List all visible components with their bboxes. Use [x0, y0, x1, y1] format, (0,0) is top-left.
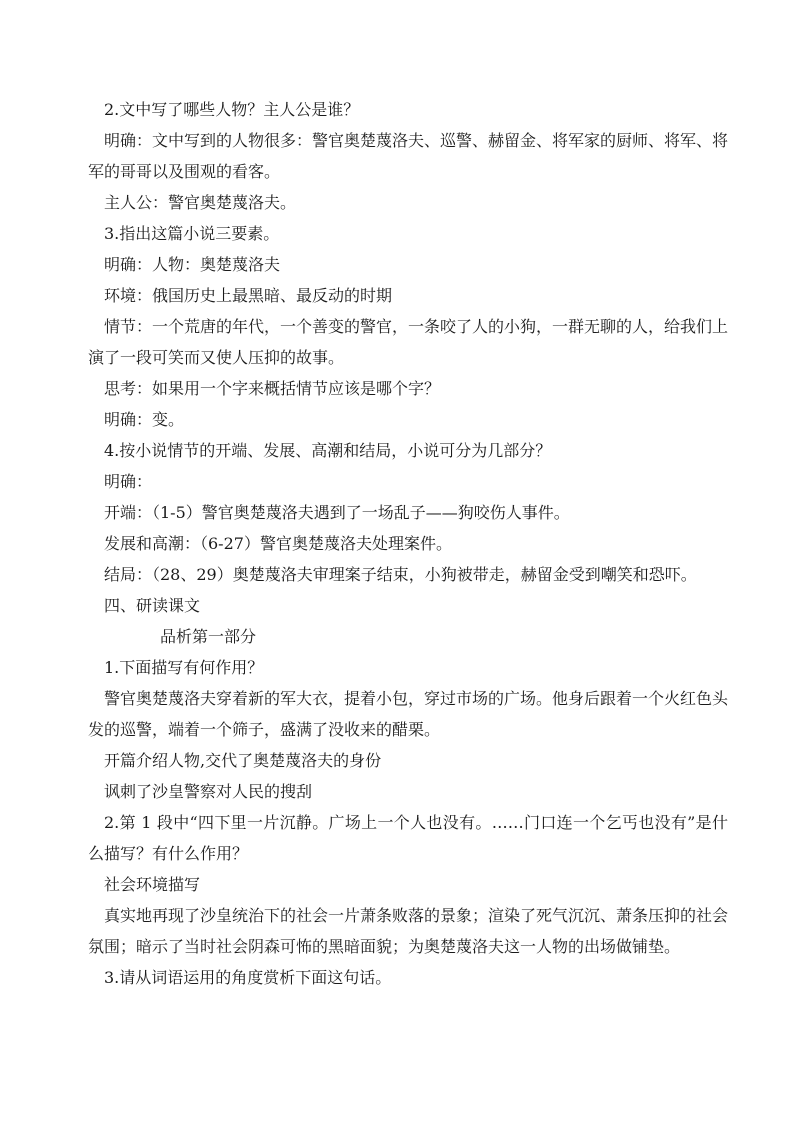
plot-start: 开端：（1-5）警官奥楚蔑洛夫遇到了一场乱子——狗咬伤人事件。	[104, 503, 570, 522]
part-1-question-2-explanation-line-2: 氛围；暗示了当时社会阴森可怖的黑暗面貌；为奥楚蔑洛夫这一人物的出场做铺垫。	[88, 937, 681, 956]
plot-development: 发展和高潮：（6-27）警官奥楚蔑洛夫处理案件。	[104, 534, 452, 553]
part-1-question-2-answer: 社会环境描写	[104, 875, 201, 894]
part-1-question-1-answer-1: 开篇介绍人物,交代了奥楚蔑洛夫的身份	[104, 751, 382, 770]
question-3-plot-line-1: 情节：一个荒唐的年代，一个善变的警官，一条咬了人的小狗，一群无聊的人，给我们上	[104, 317, 729, 336]
part-1-question-1-answer-2: 讽刺了沙皇警察对人民的搜刮	[104, 782, 313, 801]
think-question: 思考：如果用一个字来概括情节应该是哪个字？	[104, 379, 441, 398]
part-1-question-1-text-line-2: 发的巡警，端着一个筛子，盛满了没收来的醋栗。	[88, 720, 441, 739]
part-1-heading: 品析第一部分	[160, 627, 257, 646]
protagonist-line: 主人公：警官奥楚蔑洛夫。	[104, 193, 297, 212]
question-4-answer-label: 明确：	[104, 472, 153, 491]
question-2-answer-line-1: 明确：文中写到的人物很多：警官奥楚蔑洛夫、巡警、赫留金、将军家的厨师、将军、将	[104, 131, 729, 150]
think-answer: 明确：变。	[104, 410, 185, 429]
plot-ending: 结局：（28、29）奥楚蔑洛夫审理案子结束，小狗被带走，赫留金受到嘲笑和恐吓。	[104, 565, 697, 584]
question-2-answer-line-2: 军的哥哥以及围观的看客。	[88, 162, 281, 181]
document-body	[88, 100, 728, 999]
part-1-question-1-text-line-1: 警官奥楚蔑洛夫穿着新的军大衣，提着小包，穿过市场的广场。他身后跟着一个火红色头	[104, 689, 729, 708]
part-1-question-3: 3.请从词语运用的角度赏析下面这句话。	[104, 968, 392, 987]
part-1-question-2-line-1: 2.第 1 段中“四下里一片沉静。广场上一个人也没有。……门口连一个乞丐也没有”是什	[104, 813, 728, 832]
part-1-question-1: 1.下面描写有何作用？	[104, 658, 264, 677]
question-3: 3.指出这篇小说三要素。	[104, 224, 280, 243]
part-1-question-2-explanation-line-1: 真实地再现了沙皇统治下的社会一片萧条败落的景象；渲染了死气沉沉、萧条压抑的社会	[104, 906, 729, 925]
part-1-question-2-line-2: 么描写？有什么作用？	[88, 844, 249, 863]
section-heading-4: 四、研读课文	[104, 596, 201, 615]
question-3-environment: 环境：俄国历史上最黑暗、最反动的时期	[104, 286, 393, 305]
question-2: 2.文中写了哪些人物？主人公是谁？	[104, 100, 360, 119]
question-3-plot-line-2: 演了一段可笑而又使人压抑的故事。	[88, 348, 345, 367]
question-3-person: 明确：人物：奥楚蔑洛夫	[104, 255, 281, 274]
question-4: 4.按小说情节的开端、发展、高潮和结局，小说可分为几部分？	[104, 441, 552, 460]
